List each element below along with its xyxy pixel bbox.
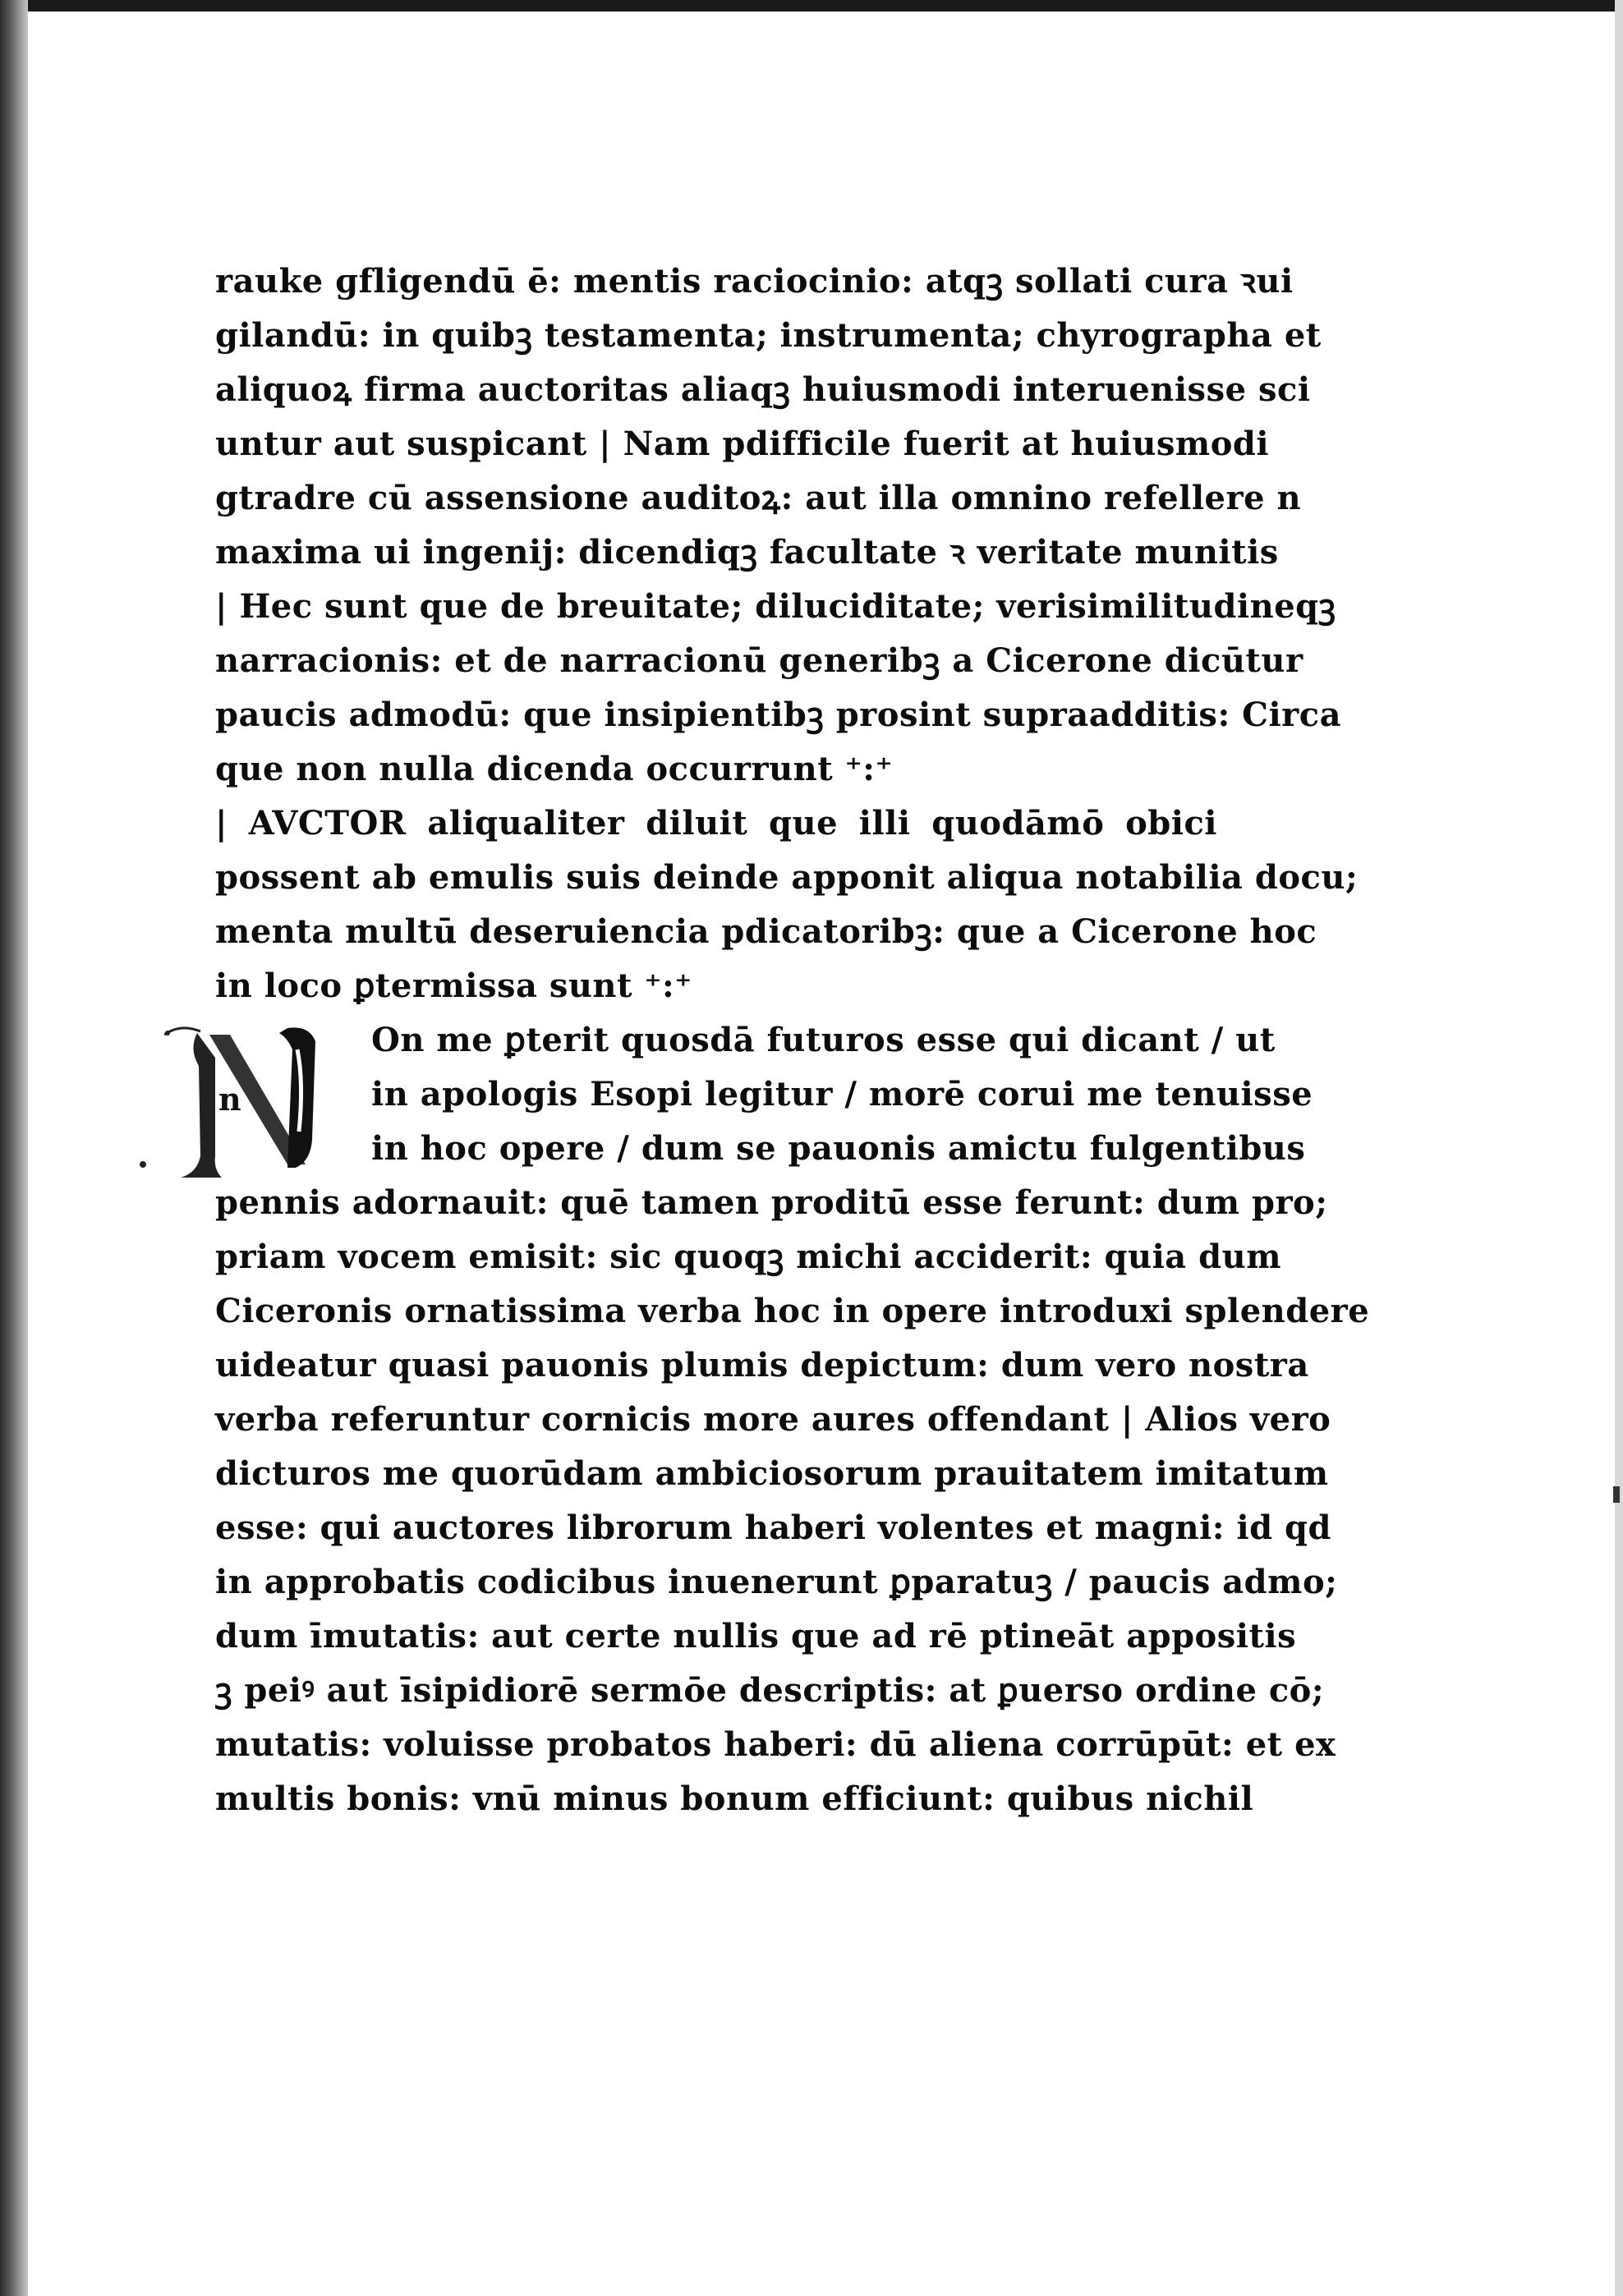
scan-binding-edge — [0, 0, 28, 2296]
text-line: ꝫ peiꝰ aut īsipidiorē sermōe descriptis: at ꝑuerso ordine cō; — [215, 1671, 1325, 1710]
text-line: dicturos me quorūdam ambiciosorum prauitatem imitatum — [215, 1454, 1329, 1493]
scan-top-border — [0, 0, 1623, 11]
guide-letter: n — [218, 1081, 241, 1118]
text-line: Ciceronis ornatissima verba hoc in opere introduxi splendere — [215, 1292, 1370, 1330]
text-line: multis bonis: vnū minus bonum efficiunt: quibus nichil — [215, 1779, 1254, 1818]
text-line: aliquoꝝ firma auctoritas aliaqꝫ huiusmodi interuenisse sci — [215, 370, 1311, 409]
text-line: dum īmutatis: aut certe nullis que ad rē ptineāt appositis — [215, 1617, 1297, 1655]
ink-speck — [140, 1161, 146, 1168]
text-line: verba referuntur cornicis more aures offendant | Alios vero — [215, 1400, 1331, 1439]
margin-mark — [1613, 1486, 1620, 1503]
text-line: | Hec sunt que de breuitate; diluciditate; verisimilitudineqꝫ — [215, 587, 1336, 626]
text-line: in approbatis codicibus inuenerunt ꝑparatuꝫ / paucis admo; — [215, 1563, 1338, 1601]
manuscript-page — [28, 11, 1615, 2296]
text-line: | AVCTOR aliqualiter diluit que illi quodāmō obici — [215, 804, 1217, 843]
text-line-indented: in hoc opere / dum se pauonis amictu fulgentibus — [371, 1129, 1306, 1168]
text-column — [215, 255, 1370, 1826]
text-line: mutatis: voluisse probatos haberi: dū aliena corrūpūt: et ex — [215, 1725, 1336, 1764]
text-line: possent ab emulis suis deinde apponit aliqua notabilia docu; — [215, 858, 1359, 897]
text-line: pennis adornauit: quē tamen proditū esse ferunt: dum pro; — [215, 1183, 1328, 1222]
text-line: uideatur quasi pauonis plumis depictum: dum vero nostra — [215, 1346, 1309, 1384]
decorated-initial — [164, 1017, 353, 1189]
initial-n-icon — [164, 1017, 353, 1189]
scan-right-edge — [1615, 0, 1623, 2296]
text-line: rauke ɡfligendū ē: mentis raciocinio: atqꝫ sollati cura ꝛui — [215, 262, 1294, 301]
text-line: in loco ꝑtermissa sunt ⁺:⁺ — [215, 967, 692, 1005]
text-line: narracionis: et de narracionū generibꝫ a Cicerone dicūtur — [215, 641, 1303, 680]
text-line: paucis admodū: que insipientibꝫ prosint supraadditis: Circa — [215, 696, 1342, 734]
text-line: esse: qui auctores librorum haberi volentes et magni: id qd — [215, 1508, 1331, 1547]
text-line: untur aut suspicant | Nam pdifficile fuerit at huiusmodi — [215, 425, 1270, 463]
text-line-indented: On me ꝑterit quosdā futuros esse qui dicant / ut — [371, 1021, 1276, 1059]
text-line-indented: in apologis Esopi legitur / morē corui me tenuisse — [371, 1075, 1313, 1114]
text-line: que non nulla dicenda occurrunt ⁺:⁺ — [215, 750, 894, 788]
text-line: maxima ui ingenij: dicendiqꝫ facultate ꝛ veritate munitis — [215, 533, 1279, 572]
text-line: priam vocem emisit: sic quoqꝫ michi acciderit: quia dum — [215, 1238, 1282, 1276]
text-line: menta multū deseruiencia pdicatoribꝫ: que a Cicerone hoc — [215, 912, 1317, 951]
text-line: gtradre cū assensione auditoꝝ: aut illa omnino refellere n — [215, 479, 1302, 517]
text-line: gilandū: in quibꝫ testamenta; instrumenta; chyrographa et — [215, 316, 1322, 355]
